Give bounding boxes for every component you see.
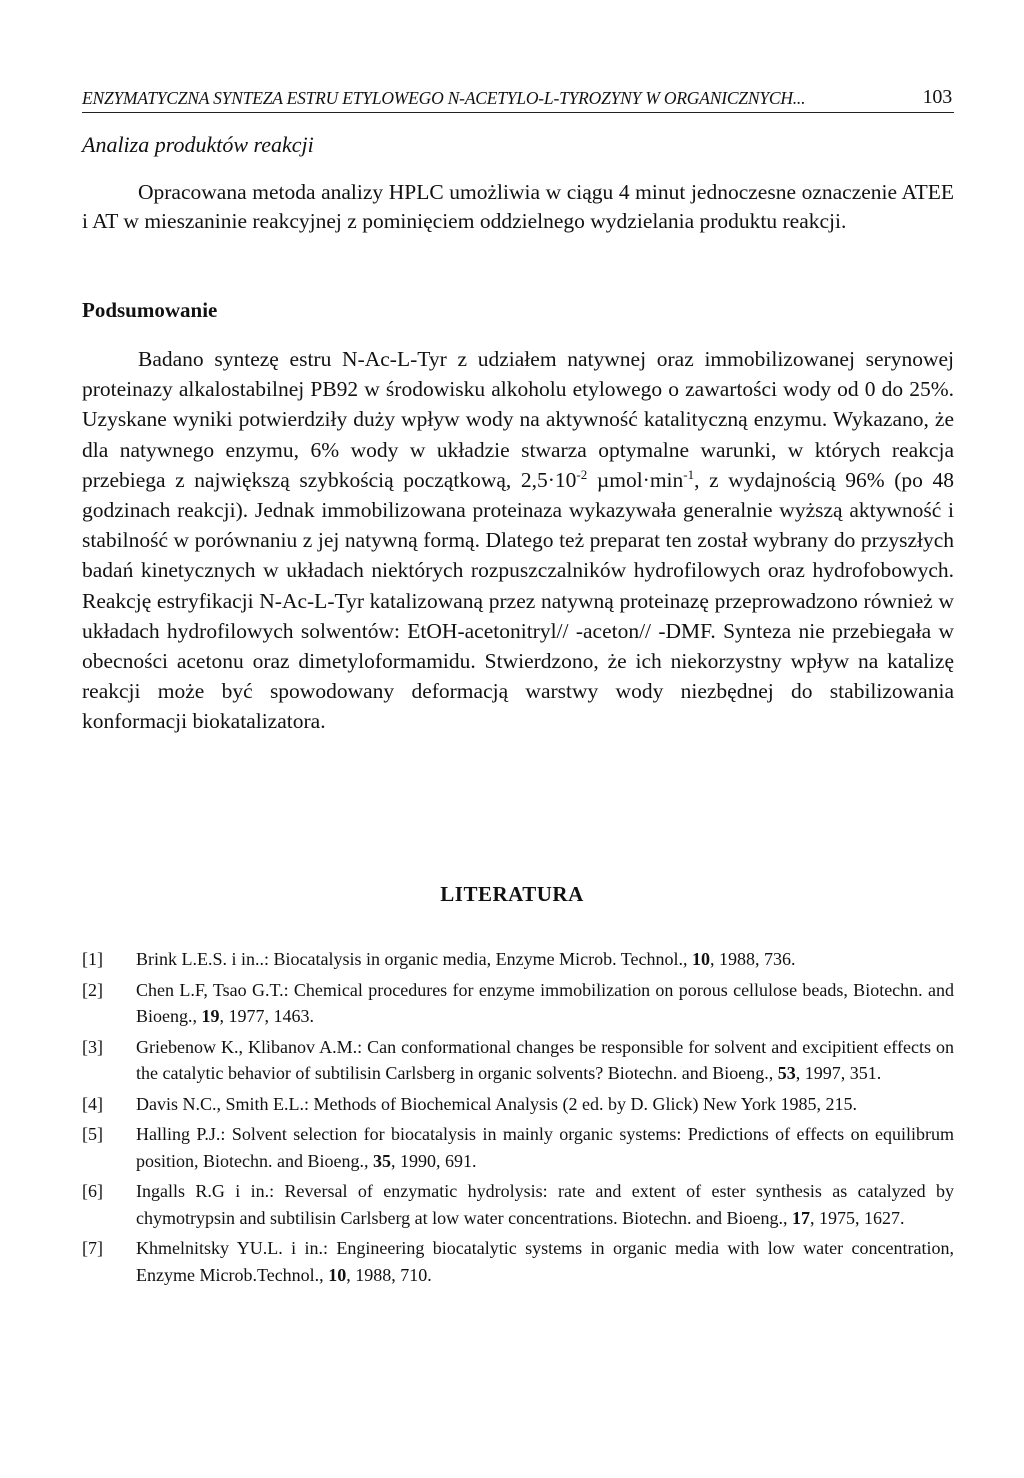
reference-tail: , 1988, 736. <box>709 949 796 969</box>
reference-number: [3] <box>82 1036 103 1057</box>
reference-item <box>82 977 954 1030</box>
reference-volume: 35 <box>372 1150 391 1171</box>
exponent-2: -1 <box>683 466 695 482</box>
running-header <box>82 84 954 113</box>
exponent-1: -2 <box>576 466 588 482</box>
summary-text-a: Badano syntezę estru N-Ac-L-Tyr z udziałem natywnej oraz immobilizowanej serynowej proteinazy alkalostabilnej PB92 w środowisku alkoholu etylowego o zawartości wody od 0 do 25%. Uzyskane wyniki potwierdziły duży wpływ wody na aktywność katalityczną enzymu. Wykazano, że dla natywnego enzymu, 6% wody w układzie stwarza optymalne warunki, w których reakcja przebiega z największą szybkością początkową, 2,5·10 <box>82 347 954 492</box>
reference-number: [7] <box>82 1238 103 1258</box>
reference-item <box>82 1235 954 1288</box>
reference-item <box>82 1121 954 1174</box>
analysis-paragraph: Opracowana metoda analizy HPLC umożliwia w ciągu 4 minut jednoczesne oznaczenie ATEE i AT w mieszaninie reakcyjnej z pominięciem oddzielnego wydzielania produktu reakcji. <box>82 180 954 233</box>
reference-text: Griebenow K., Klibanov A.M.: Can conformational changes be responsible for solvent and excipitient effects on the catalytic behavior of subtilisin Carlsberg in organic solvents? Biotechn. and Bioeng., <box>136 1036 954 1083</box>
summary-text-c: , z wydajnością 96% (po 48 godzinach reakcji). Jednak immobilizowana proteinaza wykazywała generalnie wyższą aktywność i stabilność w porównaniu z jej natywną formą. Dlatego też preparat ten został wybrany do przyszłych badań kinetycznych w układach niektórych rozpuszczalników hydrofilowych oraz hydrofobowych. Reakcję estryfikacji N-Ac-L-Tyr katalizowaną przez natywną proteinazę przeprowadzono również w układach hydrofilowych solwentów: EtOH-acetonitryl// -aceton// -DMF. Synteza nie przebiegała w obecności acetonu oraz dimetyloformamidu. Stwierdzono, że ich niekorzystny wpływ na katalizę reakcji może być spowodowany deformacją warstwy wody niezbędnej do stabilizowania konformacji biokatalizatora. <box>82 467 954 734</box>
reference-tail: , 1997, 351. <box>795 1063 882 1083</box>
reference-tail: , 1990, 691. <box>390 1150 477 1171</box>
reference-item <box>82 1178 954 1231</box>
reference-number: [6] <box>82 1181 103 1201</box>
reference-volume: 17 <box>792 1207 811 1228</box>
reference-tail: , 1975, 1627. <box>810 1207 905 1228</box>
reference-volume: 10 <box>691 949 710 969</box>
reference-volume: 19 <box>201 1006 220 1026</box>
summary-paragraph <box>82 344 954 737</box>
reference-list <box>82 946 954 1288</box>
reference-text: Halling P.J.: Solvent selection for biocatalysis in mainly organic systems: Predictions of effects on equilibrum position, Biotechn. and Bioeng., <box>136 1124 954 1171</box>
reference-item <box>82 1091 954 1118</box>
literature-heading: LITERATURA <box>440 882 584 906</box>
reference-text: Ingalls R.G i in.: Reversal of enzymatic hydrolysis: rate and extent of ester synthesis as catalyzed by chymotrypsin and subtilisin Carlsberg at low water concentrations. Biotechn. and Bioeng., <box>136 1181 954 1228</box>
reference-item <box>82 946 954 973</box>
reference-number: [1] <box>82 949 103 969</box>
analysis-subheading: Analiza produktów reakcji <box>82 132 314 157</box>
reference-tail: , 1977, 1463. <box>219 1006 314 1026</box>
reference-text: Brink L.E.S. i in..: Biocatalysis in organic media, Enzyme Microb. Technol., <box>136 949 692 969</box>
summary-heading: Podsumowanie <box>82 298 218 322</box>
reference-text: Chen L.F, Tsao G.T.: Chemical procedures for enzyme immobilization on porous cellulose beads, Biotechn. and Bioeng., <box>136 979 954 1026</box>
reference-text: Khmelnitsky YU.L. i in.: Engineering biocatalytic systems in organic media with low water concentration, Enzyme Microb.Technol., <box>136 1238 954 1285</box>
reference-tail: , 1988, 710. <box>346 1264 432 1285</box>
reference-number: [2] <box>82 979 103 1000</box>
summary-text-b: µmol·min <box>587 467 684 492</box>
reference-item <box>82 1034 954 1087</box>
reference-volume: 53 <box>777 1063 796 1083</box>
running-title: ENZYMATYCZNA SYNTEZA ESTRU ETYLOWEGO N-ACETYLO-L-TYROZYNY W ORGANICZNYCH... <box>82 88 806 108</box>
page-number: 103 <box>922 86 952 108</box>
reference-volume: 10 <box>328 1264 347 1285</box>
reference-number: [5] <box>82 1124 103 1144</box>
reference-text: Davis N.C., Smith E.L.: Methods of Biochemical Analysis (2 ed. by D. Glick) New York 1985, 215. <box>136 1093 857 1114</box>
reference-number: [4] <box>82 1093 103 1114</box>
